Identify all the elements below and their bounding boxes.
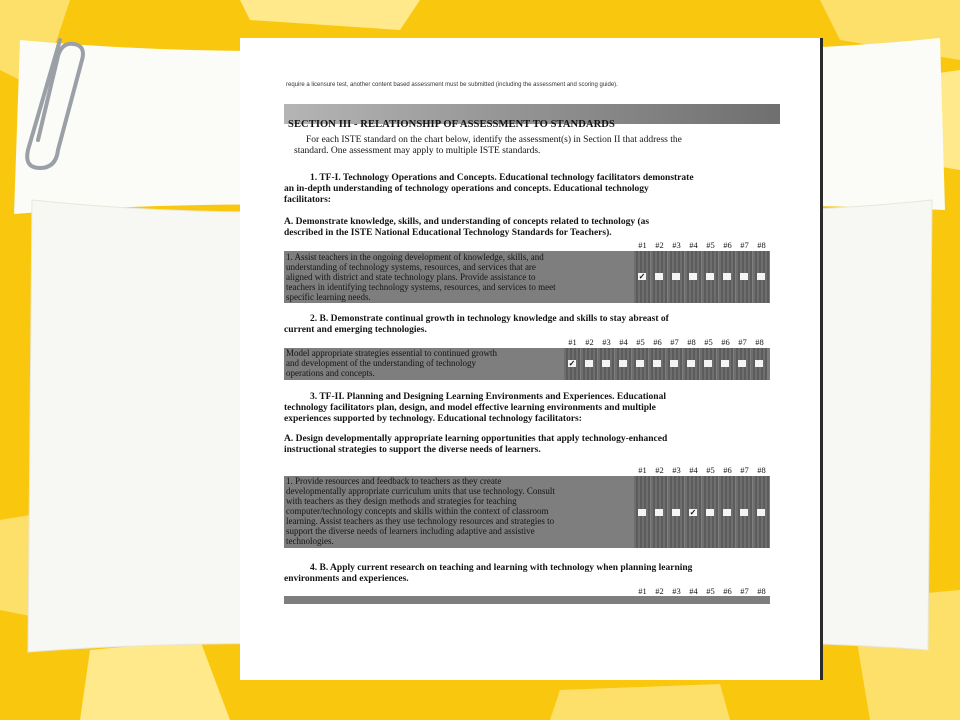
tf1-subB-1: 2. B. Demonstrate continual growth in technology knowledge and skills to stay abreast of [310,314,669,324]
col-label: #5 [706,586,715,596]
document-page [240,38,820,680]
tf2-subA-1: A. Design developmentally appropriate learning opportunities that apply technology-enhanced [284,434,668,444]
col-label: #5 [636,337,645,347]
tf1-heading-2: an in-depth understanding of technology operations and concepts. Educational technology [284,184,649,194]
row-text [286,476,555,546]
checkbox-cells [634,251,770,303]
row-line: aligned with district and state technology plans. Provide assistance to [286,272,536,282]
col-label: #7 [740,586,749,596]
col-label: #1 [638,465,647,475]
col-label: #3 [672,240,681,250]
assessment-checkbox[interactable] [585,360,593,367]
assessment-checkbox[interactable] [655,273,663,280]
row-line: support the diverse needs of learners including adaptive and assistive [286,526,535,536]
tf2-subB-1: 4. B. Apply current research on teaching and learning with technology when planning learning [310,563,693,573]
tf1-heading-3: facilitators: [284,195,331,205]
row-line: with teachers as they design methods and strategies for teaching [286,496,517,506]
row-line: and development of the understanding of technology [286,358,476,368]
col-label: #8 [757,586,766,596]
tf1-heading-1: 1. TF-I. Technology Operations and Concepts. Educational technology facilitators demonstrate [310,173,694,183]
tf1-assessment-row [284,251,770,303]
col-label: #1 [568,337,577,347]
assessment-checkbox[interactable] [672,273,680,280]
assessment-checkbox[interactable] [687,360,695,367]
assessment-checkbox[interactable] [653,360,661,367]
tf2-subB-2: environments and experiences. [284,574,409,584]
assessment-checkbox[interactable] [672,509,680,516]
col-label: #4 [689,465,698,475]
assessment-checkbox[interactable] [636,360,644,367]
row-line: Model appropriate strategies essential to continued growth [286,348,497,358]
col-label: #6 [721,337,730,347]
assessment-checkbox[interactable] [757,273,765,280]
col-label: #2 [585,337,594,347]
tf1-subA-2: described in the ISTE National Educational Technology Standards for Teachers). [284,228,612,238]
row-line: developmentally appropriate curriculum units that use technology. Consult [286,486,555,496]
fine-print: require a licensure test, another content based assessment must be submitted (including the assessment and scoring guide). [286,82,618,88]
col-label: #6 [653,337,662,347]
checkbox-cells [634,476,770,548]
tf1b-assessment-row [284,348,770,380]
row-line: 1. Provide resources and feedback to teachers as they create [286,476,502,486]
row-line: learning. Assist teachers as they use technology resources and strategies to [286,516,555,526]
assessment-checkbox[interactable] [757,509,765,516]
bg-paper-scrap [550,684,730,720]
assessment-checkbox[interactable] [619,360,627,367]
col-label: #4 [619,337,628,347]
row-line: 1. Assist teachers in the ongoing development of knowledge, skills, and [286,252,544,262]
row-text [286,252,556,302]
assessment-checkbox[interactable] [740,273,748,280]
row-line: computer/technology concepts and skills within the context of classroom [286,506,549,516]
col-label: #5 [706,465,715,475]
row-line: technologies. [286,536,334,546]
tf1-subB-2: current and emerging technologies. [284,325,427,335]
col-label: #8 [757,240,766,250]
row-text [286,348,497,378]
tf1-subA-1: A. Demonstrate knowledge, skills, and understanding of concepts related to technology (as [284,217,650,227]
checkbox-cells [564,348,770,380]
col-label: #1 [638,240,647,250]
assessment-checkbox[interactable] [721,360,729,367]
col-label: #8 [757,465,766,475]
col-label: #5 [706,240,715,250]
assessment-checkbox[interactable] [738,360,746,367]
row-line: teachers in identifying technology systems, resources, and services to meet [286,282,556,292]
intro-line-1: For each ISTE standard on the chart below, identify the assessment(s) in Section II that address the [306,135,682,145]
assessment-checkbox[interactable] [706,273,714,280]
col-label: #3 [602,337,611,347]
col-label: #5 [704,337,713,347]
col-label: #6 [723,465,732,475]
col-label: #7 [740,465,749,475]
col-label: #4 [689,586,698,596]
assessment-checkbox[interactable] [706,509,714,516]
col-label: #1 [638,586,647,596]
col-label: #8 [755,337,764,347]
col-label: #6 [723,240,732,250]
col-label: #2 [655,465,664,475]
tf2-heading-2: technology facilitators plan, design, and model effective learning environments and multiple [284,403,656,413]
assessment-checkbox[interactable] [740,509,748,516]
assessment-checkbox[interactable] [723,273,731,280]
tf2-heading-1: 3. TF-II. Planning and Designing Learning Environments and Experiences. Educational [310,392,666,402]
col-label: #7 [740,240,749,250]
assessment-checkbox[interactable] [655,509,663,516]
col-label: #2 [655,240,664,250]
row-line: specific learning needs. [286,292,371,302]
tf2-subA-2: instructional strategies to support the diverse needs of learners. [284,445,541,455]
section-title: SECTION III - RELATIONSHIP OF ASSESSMENT TO STANDARDS [288,118,615,130]
tf2-assessment-row [284,476,770,548]
assessment-checkbox[interactable] [704,360,712,367]
tf2b-assessment-row [284,596,770,604]
col-label: #4 [689,240,698,250]
col-label: #6 [723,586,732,596]
col-label: #7 [738,337,747,347]
assessment-checkbox[interactable]: ✓ [568,359,576,368]
row-line: understanding of technology systems, resources, and services that are [286,262,536,272]
assessment-checkbox[interactable] [638,509,646,516]
assessment-checkbox[interactable] [755,360,763,367]
tf2-heading-3: experiences supported by technology. Educational technology facilitators: [284,414,582,424]
assessment-checkbox[interactable]: ✓ [638,272,646,281]
col-label: #7 [670,337,679,347]
col-label: #3 [672,465,681,475]
assessment-checkbox[interactable] [689,273,697,280]
assessment-checkbox[interactable] [670,360,678,367]
intro-line-2: standard. One assessment may apply to multiple ISTE standards. [294,146,541,156]
col-label: #3 [672,586,681,596]
assessment-checkbox[interactable]: ✓ [689,508,697,517]
row-line: operations and concepts. [286,368,375,378]
col-label: #8 [687,337,696,347]
assessment-checkbox[interactable] [602,360,610,367]
col-label: #2 [655,586,664,596]
assessment-checkbox[interactable] [723,509,731,516]
